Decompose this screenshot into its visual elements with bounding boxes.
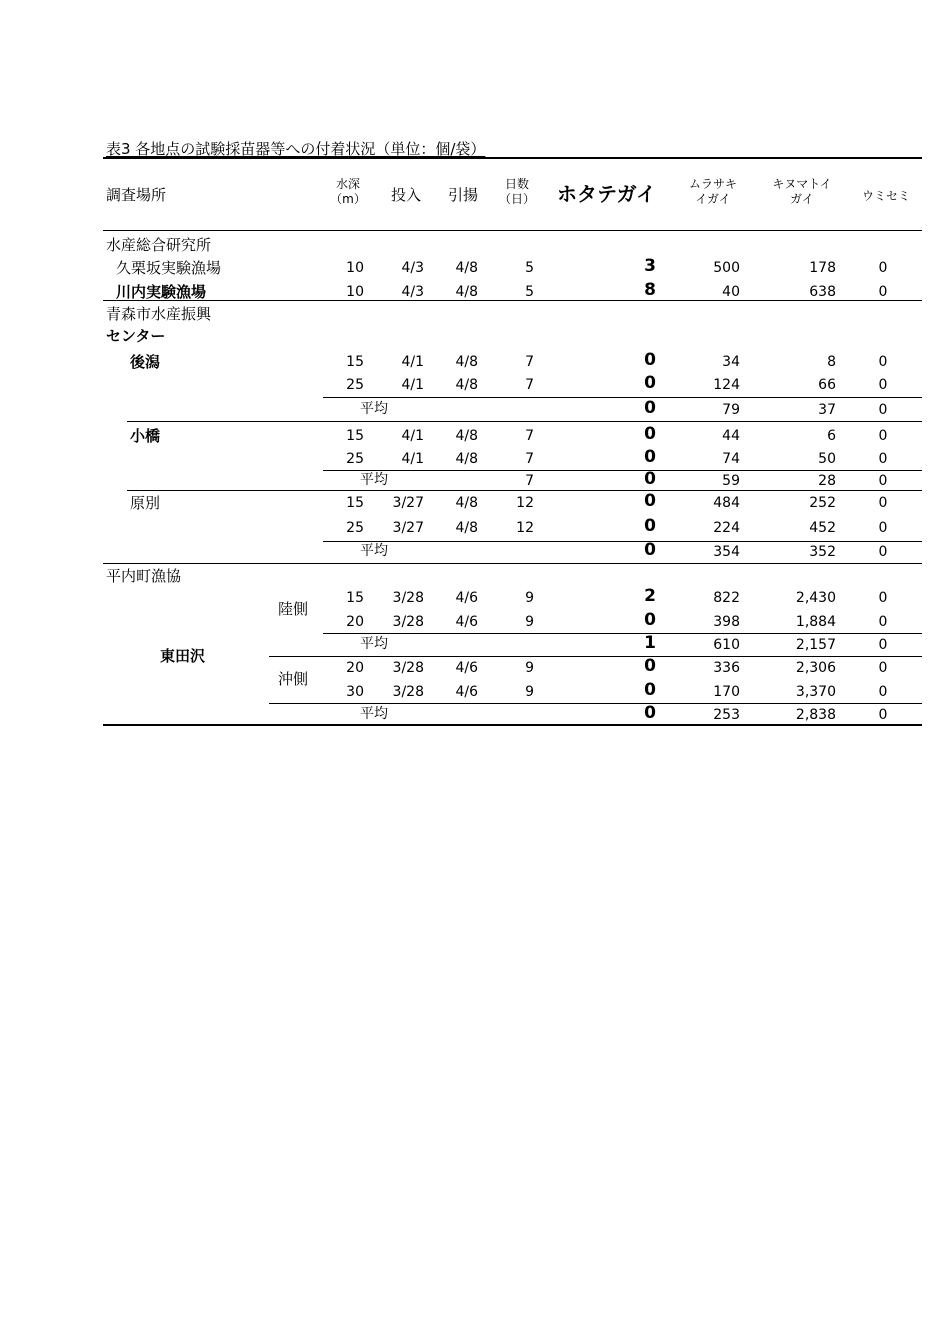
cell-depth: 30 (346, 684, 364, 700)
cell-umisemi: 0 (878, 590, 888, 606)
avg-label: 平均 (360, 472, 388, 488)
cell-kinu: 66 (818, 377, 836, 393)
cell-kinu: 252 (809, 495, 836, 511)
cell-kinu: 28 (818, 473, 836, 489)
ushirogata-avg-rule (127, 421, 922, 422)
cell-days: 9 (525, 660, 534, 676)
cell-depth: 15 (346, 354, 364, 370)
kobashi-row-rule (323, 470, 922, 471)
cell-umisemi: 0 (878, 428, 888, 444)
avg-label: 平均 (360, 706, 388, 722)
cell-umisemi: 0 (878, 402, 888, 418)
cell-in: 3/28 (392, 614, 424, 630)
header-kinu-line2: ガイ (790, 192, 814, 206)
cell-kinu: 8 (827, 354, 836, 370)
cell-scallop: 1 (644, 633, 656, 653)
cell-days: 5 (525, 284, 534, 300)
cell-umisemi: 0 (878, 451, 888, 467)
cell-scallop: 2 (644, 586, 656, 606)
cell-mussel: 40 (722, 284, 740, 300)
cell-mussel: 484 (713, 495, 740, 511)
cell-mussel: 59 (722, 473, 740, 489)
cell-scallop: 8 (644, 280, 656, 300)
oki-row-rule (269, 703, 922, 704)
cell-umisemi: 0 (878, 614, 888, 630)
header-out: 引揚 (447, 186, 478, 204)
cell-days: 7 (525, 451, 534, 467)
cell-scallop: 0 (644, 610, 656, 630)
cell-mussel: 79 (722, 402, 740, 418)
ushirogata-row-rule (323, 397, 922, 398)
cell-out: 4/6 (455, 684, 478, 700)
cell-mussel: 124 (713, 377, 740, 393)
cell-in: 4/1 (401, 377, 424, 393)
table-bottom-rule (103, 724, 922, 726)
site-label-harabetsu: 原別 (130, 494, 161, 512)
cell-days: 5 (525, 260, 534, 276)
riku-avg-rule (269, 656, 922, 657)
cell-umisemi: 0 (878, 544, 888, 560)
cell-kinu: 2,306 (795, 660, 836, 676)
cell-kinu: 6 (827, 428, 836, 444)
cell-days: 9 (525, 614, 534, 630)
cell-days: 7 (525, 473, 534, 489)
header-mussel (682, 177, 744, 207)
harabetsu-row-rule (323, 541, 922, 542)
cell-out: 4/8 (455, 428, 478, 444)
header-days (496, 177, 538, 207)
cell-in: 4/1 (401, 428, 424, 444)
avg-label: 平均 (360, 636, 388, 652)
cell-scallop: 0 (644, 540, 656, 560)
cell-in: 3/28 (392, 590, 424, 606)
cell-umisemi: 0 (878, 354, 888, 370)
group2-bottom-rule (103, 563, 922, 564)
site-label-ushirogata: 後潟 (130, 353, 161, 371)
group-label-hiranai: 平内町漁協 (106, 567, 182, 585)
header-depth-line1: 水深 (335, 177, 360, 191)
site-label-kurizaka: 久栗坂実験漁場 (116, 259, 222, 277)
cell-kinu: 638 (809, 284, 836, 300)
cell-days: 12 (516, 495, 534, 511)
cell-scallop: 0 (644, 447, 656, 467)
cell-in: 4/1 (401, 354, 424, 370)
cell-in: 3/27 (392, 520, 424, 536)
cell-in: 3/27 (392, 495, 424, 511)
cell-in: 4/3 (401, 260, 424, 276)
cell-kinu: 50 (818, 451, 836, 467)
header-days-line2: （日） (498, 192, 535, 206)
cell-scallop: 0 (644, 516, 656, 536)
cell-out: 4/6 (455, 614, 478, 630)
cell-in: 3/28 (392, 660, 424, 676)
cell-mussel: 336 (713, 660, 740, 676)
cell-umisemi: 0 (878, 495, 888, 511)
cell-depth: 20 (346, 660, 364, 676)
avg-label: 平均 (360, 401, 388, 417)
kobashi-avg-rule (127, 490, 922, 491)
cell-scallop: 0 (644, 373, 656, 393)
cell-kinu: 37 (818, 402, 836, 418)
cell-kinu: 352 (809, 544, 836, 560)
cell-kinu: 452 (809, 520, 836, 536)
cell-depth: 25 (346, 520, 364, 536)
cell-out: 4/8 (455, 284, 478, 300)
header-scallop: ホタテガイ (557, 182, 656, 206)
cell-umisemi: 0 (878, 260, 888, 276)
cell-mussel: 34 (722, 354, 740, 370)
cell-mussel: 822 (713, 590, 740, 606)
cell-days: 7 (525, 354, 534, 370)
cell-out: 4/8 (455, 354, 478, 370)
cell-kinu: 1,884 (795, 614, 836, 630)
cell-out: 4/8 (455, 260, 478, 276)
cell-mussel: 224 (713, 520, 740, 536)
header-umisemi: ウミセミ (861, 189, 910, 203)
cell-umisemi: 0 (878, 520, 888, 536)
cell-depth: 15 (346, 590, 364, 606)
header-in: 投入 (390, 186, 421, 204)
cell-mussel: 500 (713, 260, 740, 276)
cell-mussel: 354 (713, 544, 740, 560)
header-kinu (766, 177, 838, 207)
cell-scallop: 0 (644, 469, 656, 489)
cell-depth: 25 (346, 377, 364, 393)
cell-umisemi: 0 (878, 684, 888, 700)
cell-umisemi: 0 (878, 660, 888, 676)
subsite-label-rikugawa: 陸側 (278, 600, 309, 618)
site-label-higashitazawa: 東田沢 (160, 647, 206, 665)
avg-label: 平均 (360, 543, 388, 559)
cell-out: 4/8 (455, 495, 478, 511)
cell-umisemi: 0 (878, 284, 888, 300)
cell-kinu: 2,430 (795, 590, 836, 606)
cell-umisemi: 0 (878, 637, 888, 653)
header-mussel-line1: ムラサキ (688, 177, 737, 191)
cell-depth: 10 (346, 260, 364, 276)
cell-scallop: 0 (644, 703, 656, 723)
cell-mussel: 44 (722, 428, 740, 444)
cell-kinu: 2,838 (795, 707, 836, 723)
table-top-rule (103, 157, 922, 159)
cell-mussel: 253 (713, 707, 740, 723)
site-label-kawauchi: 川内実験漁場 (116, 283, 207, 301)
cell-days: 7 (525, 428, 534, 444)
header-kinu-line1: キヌマトイ (772, 177, 832, 191)
group-label-aomori-line2: センター (106, 327, 166, 345)
cell-in: 4/3 (401, 284, 424, 300)
group-label-aomori-line1: 青森市水産振興 (106, 305, 212, 323)
cell-scallop: 0 (644, 491, 656, 511)
cell-days: 9 (525, 590, 534, 606)
cell-depth: 25 (346, 451, 364, 467)
cell-depth: 20 (346, 614, 364, 630)
cell-kinu: 178 (809, 260, 836, 276)
header-mussel-line2: イガイ (695, 192, 731, 206)
riku-row-rule (323, 633, 922, 634)
cell-out: 4/8 (455, 520, 478, 536)
cell-days: 12 (516, 520, 534, 536)
cell-kinu: 2,157 (795, 637, 836, 653)
group-label-suisan: 水産総合研究所 (106, 236, 212, 254)
cell-depth: 15 (346, 428, 364, 444)
cell-umisemi: 0 (878, 473, 888, 489)
cell-scallop: 0 (644, 680, 656, 700)
cell-scallop: 0 (644, 350, 656, 370)
cell-scallop: 0 (644, 424, 656, 444)
cell-mussel: 398 (713, 614, 740, 630)
cell-in: 3/28 (392, 684, 424, 700)
cell-scallop: 0 (644, 656, 656, 676)
cell-mussel: 170 (713, 684, 740, 700)
subsite-label-okigawa: 沖側 (278, 670, 309, 688)
header-place: 調査場所 (106, 186, 167, 204)
cell-out: 4/6 (455, 590, 478, 606)
cell-depth: 10 (346, 284, 364, 300)
cell-mussel: 74 (722, 451, 740, 467)
cell-umisemi: 0 (878, 377, 888, 393)
cell-scallop: 0 (644, 398, 656, 418)
cell-umisemi: 0 (878, 707, 888, 723)
header-bottom-rule (103, 230, 922, 231)
cell-days: 7 (525, 377, 534, 393)
cell-scallop: 3 (644, 256, 656, 276)
cell-out: 4/8 (455, 451, 478, 467)
cell-days: 9 (525, 684, 534, 700)
cell-in: 4/1 (401, 451, 424, 467)
cell-out: 4/6 (455, 660, 478, 676)
site-label-kobashi: 小橋 (130, 427, 161, 445)
header-depth-line2: （m） (330, 192, 366, 206)
cell-kinu: 3,370 (795, 684, 836, 700)
cell-out: 4/8 (455, 377, 478, 393)
header-depth (326, 177, 370, 207)
table-caption: 表3 各地点の試験採苗器等への付着状況（単位：個/袋） (106, 140, 486, 158)
header-days-line1: 日数 (504, 177, 529, 191)
cell-mussel: 610 (713, 637, 740, 653)
cell-depth: 15 (346, 495, 364, 511)
